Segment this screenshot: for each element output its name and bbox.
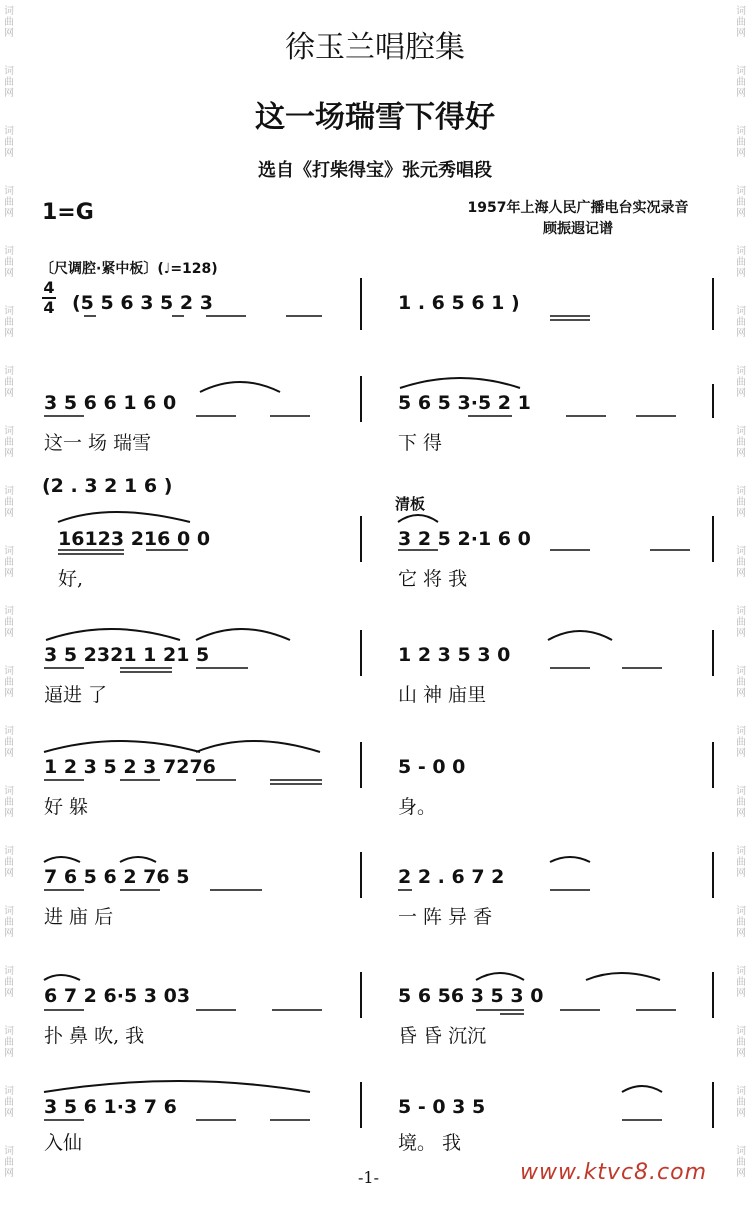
site-watermark: www.ktvc8.com [520, 1160, 708, 1185]
watermark-mark: 词 曲 网 [736, 786, 746, 819]
notes-left: 3 5 6 1·3 7 6 [44, 1096, 177, 1118]
watermark-mark: 词 曲 网 [4, 486, 14, 519]
lyrics-right: 境。 我 [398, 1132, 462, 1154]
watermark-mark: 词 曲 网 [4, 846, 14, 879]
lyrics-right: 一 阵 异 香 [398, 906, 493, 928]
watermark-mark: 词 曲 网 [4, 306, 14, 339]
watermark-mark: 词 曲 网 [4, 186, 14, 219]
watermark-mark: 词 曲 网 [4, 726, 14, 759]
watermark-mark: 词 曲 网 [4, 666, 14, 699]
watermark-mark: 词 曲 网 [736, 186, 746, 219]
key-signature: 1=G [42, 200, 94, 225]
watermark-mark: 词 曲 网 [4, 1146, 14, 1179]
lyrics-right: 山 神 庙里 [398, 684, 487, 706]
watermark-mark: 词 曲 网 [4, 246, 14, 279]
watermark-mark: 词 曲 网 [4, 906, 14, 939]
watermark-mark: 词 曲 网 [4, 966, 14, 999]
lyrics-right: 下 得 [398, 432, 443, 454]
watermark-mark: 词 曲 网 [736, 1086, 746, 1119]
watermark-mark: 词 曲 网 [4, 786, 14, 819]
notes-right: 2 2 . 6 7 2 [398, 866, 505, 888]
watermark-mark: 词 曲 网 [736, 846, 746, 879]
watermark-mark: 词 曲 网 [736, 6, 746, 39]
watermark-mark: 词 曲 网 [4, 546, 14, 579]
watermark-mark: 词 曲 网 [4, 426, 14, 459]
watermark-mark: 词 曲 网 [736, 246, 746, 279]
notes-right: 5 - 0 3 5 [398, 1096, 486, 1118]
watermark-mark: 词 曲 网 [736, 486, 746, 519]
watermark-mark: 词 曲 网 [736, 366, 746, 399]
lyrics-left: 逼进 了 [44, 684, 108, 706]
watermark-mark: 词 曲 网 [736, 606, 746, 639]
notes-right: 5 6 56 3 5 3 0 [398, 985, 544, 1007]
song-title: 这一场瑞雪下得好 [255, 100, 495, 135]
watermark-mark: 词 曲 网 [4, 6, 14, 39]
notes-right: 1 . 6 5 6 1 ) [398, 292, 520, 314]
watermark-mark: 词 曲 网 [4, 126, 14, 159]
watermark-mark: 词 曲 网 [736, 966, 746, 999]
watermark-mark: 词 曲 网 [736, 666, 746, 699]
notes-left: 3 5 2321 1 21 5 [44, 644, 210, 666]
notes-left: 1 2 3 5 2 3 7276 [44, 756, 216, 778]
lyrics-left: 进 庙 后 [44, 906, 114, 928]
watermark-mark: 词 曲 网 [4, 1086, 14, 1119]
notes-left: 6 7 2 6·5 3 03 [44, 985, 191, 1007]
credit-transcriber: 顾振遐记谱 [543, 221, 613, 237]
song-source: 选自《打柴得宝》张元秀唱段 [258, 160, 492, 181]
time-signature-top: 4 [43, 278, 55, 297]
watermark-mark: 词 曲 网 [4, 366, 14, 399]
watermark-mark: 词 曲 网 [736, 306, 746, 339]
notes-left: 3 5 6 6 1 6 0 [44, 392, 177, 414]
lyrics-right: 昏 昏 沉沉 [398, 1025, 487, 1047]
lyrics-left: 好 躲 [44, 796, 89, 818]
notes-left: 7 6 5 6 2 76 5 [44, 866, 190, 888]
notes-left: 16123 216 0 0 [58, 528, 211, 550]
page-number: -1- [358, 1168, 379, 1187]
watermark-mark: 词 曲 网 [736, 1146, 746, 1179]
lyrics-left: 扑 鼻 吹, 我 [44, 1025, 145, 1047]
watermark-mark: 词 曲 网 [736, 126, 746, 159]
collection-title: 徐玉兰唱腔集 [285, 30, 465, 65]
lyrics-left: 这一 场 瑞雪 [44, 432, 152, 454]
notes-right: 3 2 5 2·1 6 0 [398, 528, 531, 550]
notes-interlude: (2 . 3 2 1 6 ) [42, 475, 173, 497]
notes-right: 5 6 5 3·5 2 1 [398, 392, 531, 414]
watermark-mark: 词 曲 网 [4, 1026, 14, 1059]
watermark-mark: 词 曲 网 [4, 66, 14, 99]
section-marker: 清板 [395, 495, 426, 513]
watermark-mark: 词 曲 网 [4, 606, 14, 639]
tempo-marking: 〔尺调腔·紧中板〕(♩=128) [40, 261, 218, 277]
lyrics-left: 入仙 [44, 1132, 83, 1154]
watermark-mark: 词 曲 网 [736, 726, 746, 759]
credit-recording: 1957年上海人民广播电台实况录音 [467, 200, 689, 216]
time-signature-bottom: 4 [43, 298, 55, 317]
lyrics-right: 它 将 我 [398, 568, 468, 590]
lyrics-right: 身。 [398, 796, 437, 818]
watermark-mark: 词 曲 网 [736, 66, 746, 99]
lyrics-left: 好, [58, 568, 84, 590]
watermark-mark: 词 曲 网 [736, 1026, 746, 1059]
notes-left: (5 5 6 3 5 2 3 [72, 292, 213, 314]
notes-right: 1 2 3 5 3 0 [398, 644, 511, 666]
notes-right: 5 - 0 0 [398, 756, 466, 778]
watermark-mark: 词 曲 网 [736, 906, 746, 939]
watermark-mark: 词 曲 网 [736, 546, 746, 579]
watermark-mark: 词 曲 网 [736, 426, 746, 459]
